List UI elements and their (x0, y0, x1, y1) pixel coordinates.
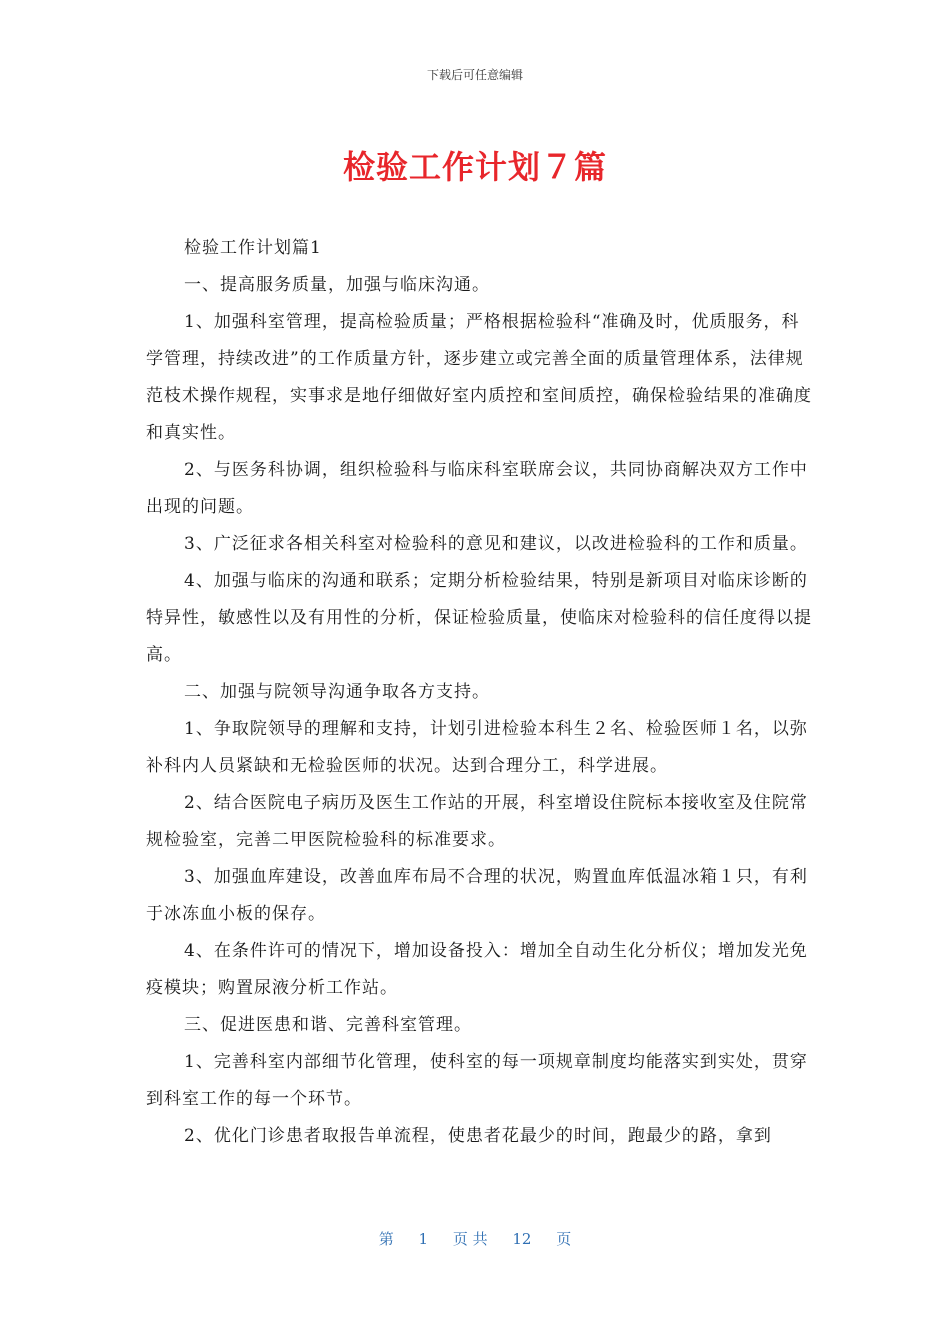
page-footer (0, 1228, 950, 1249)
paragraph: 3、加强血库建设，改善血库布局不合理的状况，购置血库低温冰箱１只，有利于冰冻血小板的保存。 (146, 867, 808, 924)
document-body (146, 230, 814, 1155)
paragraph: 3、广泛征求各相关科室对检验科的意见和建议，以改进检验科的工作和质量。 (184, 534, 808, 554)
paragraph: 2、优化门诊患者取报告单流程，使患者花最少的时间，跑最少的路，拿到 (184, 1126, 772, 1146)
paragraph: 4、加强与临床的沟通和联系；定期分析检验结果，特别是新项目对临床诊断的特异性，敏感性以及有用性的分析，保证检验质量，使临床对检验科的信任度得以提高。 (146, 571, 812, 665)
paragraph: 一、提高服务质量，加强与临床沟通。 (184, 275, 490, 295)
paragraph: 2、结合医院电子病历及医生工作站的开展，科室增设住院标本接收室及住院常规检验室，完善二甲医院检验科的标准要求。 (146, 793, 808, 850)
paragraph: 1、完善科室内部细节化管理，使科室的每一项规章制度均能落实到实处，贯穿到科室工作的每一个环节。 (146, 1052, 808, 1109)
header-note: 下载后可任意编辑 (426, 68, 523, 82)
paragraph: 2、与医务科协调，组织检验科与临床科室联席会议，共同协商解决双方工作中出现的问题。 (146, 460, 808, 517)
document-title: 检验工作计划７篇 (342, 148, 607, 186)
paragraph: 1、加强科室管理，提高检验质量；严格根据检验科“准确及时，优质服务，科学管理，持续改进”的工作质量方针，逐步建立或完善全面的质量管理体系，法律规范枝术操作规程，实事求是地仔细做好室内质控和室间质控，确保检验结果的准确度和真实性。 (146, 312, 812, 443)
page-suffix: 页 (556, 1230, 572, 1248)
page-prefix: 第 (378, 1230, 394, 1248)
page-total: 12 (512, 1230, 532, 1248)
page-middle: 页 共 (452, 1230, 488, 1248)
paragraph: 4、在条件许可的情况下，增加设备投入：增加全自动生化分析仪；增加发光免疫模块；购置尿液分析工作站。 (146, 941, 808, 998)
page-number: 1 (418, 1230, 429, 1248)
paragraph: 二、加强与院领导沟通争取各方支持。 (184, 682, 490, 702)
paragraph: 1、争取院领导的理解和支持，计划引进检验本科生２名、检验医师１名，以弥补科内人员紧缺和无检验医师的状况。达到合理分工，科学进展。 (146, 719, 808, 776)
paragraph: 三、促进医患和谐、完善科室管理。 (184, 1015, 472, 1035)
paragraph: 检验工作计划篇1 (184, 238, 322, 258)
